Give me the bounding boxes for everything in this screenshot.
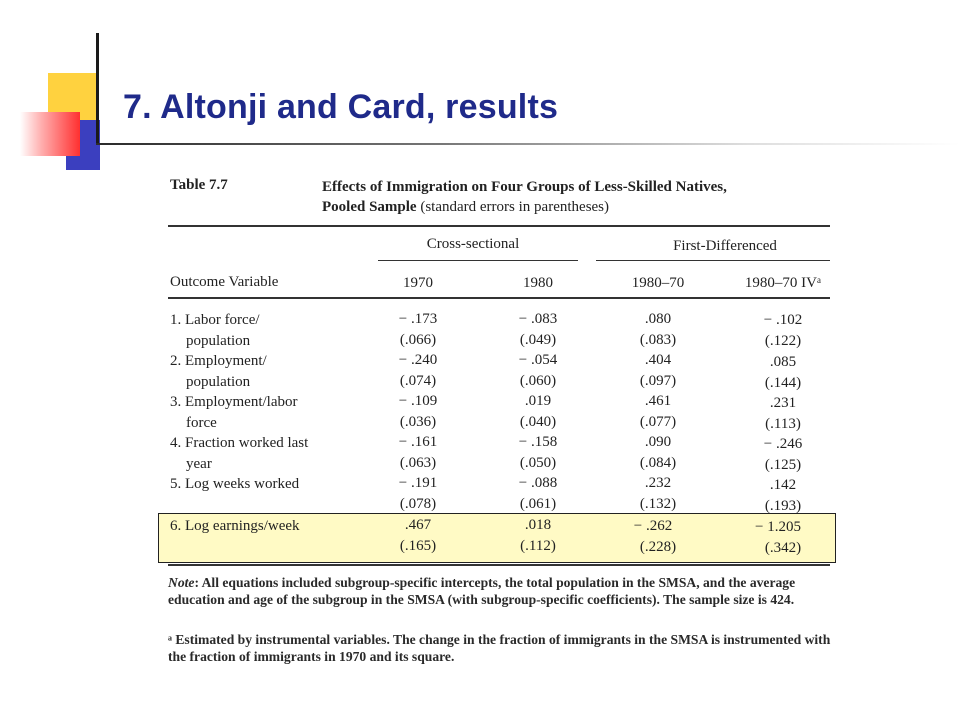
cell-estimate: − .161 bbox=[398, 434, 438, 450]
cell-estimate: − .083 bbox=[518, 311, 558, 327]
cell-estimate: .019 bbox=[524, 393, 552, 409]
cell-se: (.084) bbox=[639, 455, 677, 471]
row-label: 5. Log weeks worked bbox=[170, 476, 300, 492]
cell-estimate: − .109 bbox=[398, 393, 438, 409]
cell-estimate: .404 bbox=[644, 352, 672, 368]
table-id: Table 7.7 bbox=[170, 177, 228, 193]
cell-se: (.132) bbox=[639, 496, 677, 512]
cell-estimate: − 1.205 bbox=[755, 519, 801, 535]
cell-se: (.097) bbox=[639, 373, 677, 389]
row-label-cont: year bbox=[186, 456, 212, 472]
group-header-first-differenced: First-Differenced bbox=[673, 238, 777, 254]
column-header-1980-70: 1980–70 bbox=[631, 275, 685, 291]
cell-se: (.112) bbox=[520, 538, 556, 554]
cell-se: (.144) bbox=[764, 375, 802, 391]
cell-se: (.063) bbox=[399, 455, 437, 471]
table-title-line1: Effects of Immigration on Four Groups of Less-Skilled Natives, bbox=[322, 179, 727, 195]
cell-estimate: − .158 bbox=[518, 434, 558, 450]
cell-estimate: .142 bbox=[769, 477, 797, 493]
cell-estimate: − .054 bbox=[518, 352, 558, 368]
row-label-cont: population bbox=[186, 333, 251, 349]
table-title-line2: Pooled Sample (standard errors in parentheses) bbox=[322, 199, 610, 215]
cell-se: (.193) bbox=[764, 498, 802, 514]
cell-estimate: − .191 bbox=[398, 475, 438, 491]
cell-se: (.078) bbox=[399, 496, 437, 512]
cell-estimate: .467 bbox=[404, 517, 432, 533]
outcome-variable-header: Outcome Variable bbox=[170, 274, 279, 290]
row-label: 2. Employment/ bbox=[170, 353, 267, 369]
table-note: Note: All equations included subgroup-specific intercepts, the total population in the SMSA, and the average education and age of the subgroup in the SMSA (with subgroup-specific coefficients). The sample size is 424. bbox=[168, 575, 796, 607]
row-label-cont: force bbox=[186, 415, 217, 431]
row-label: 4. Fraction worked last bbox=[170, 435, 309, 451]
table-footnote: ᵃ Estimated by instrumental variables. The change in the fraction of immigrants in the SMSA is instrumented with the fraction of immigrants in 1970 and its square. bbox=[168, 632, 831, 664]
group-rule-cross-sectional bbox=[378, 260, 578, 261]
group-header-cross-sectional: Cross-sectional bbox=[426, 236, 520, 252]
cell-estimate: .085 bbox=[769, 354, 797, 370]
group-rule-first-differenced bbox=[596, 260, 830, 261]
logo-square-red bbox=[20, 112, 80, 156]
table-title bbox=[322, 177, 832, 217]
cell-se: (.077) bbox=[639, 414, 677, 430]
cell-se: (.049) bbox=[519, 332, 557, 348]
slide-title: 7. Altonji and Card, results bbox=[123, 88, 559, 126]
cell-se: (.050) bbox=[519, 455, 557, 471]
cell-estimate: .232 bbox=[644, 475, 672, 491]
table-bottom-rule bbox=[168, 564, 830, 566]
cell-se: (.074) bbox=[399, 373, 437, 389]
table-header-rule bbox=[168, 297, 830, 299]
cell-estimate: .090 bbox=[644, 434, 672, 450]
cell-estimate: − .246 bbox=[763, 436, 803, 452]
table-top-rule bbox=[168, 225, 830, 227]
cell-se: (.036) bbox=[399, 414, 437, 430]
cell-estimate: − .088 bbox=[518, 475, 558, 491]
row-label-cont: population bbox=[186, 374, 251, 390]
cell-se: (.066) bbox=[399, 332, 437, 348]
cell-se: (.122) bbox=[764, 333, 802, 349]
cell-se: (.040) bbox=[519, 414, 557, 430]
cell-estimate: .231 bbox=[769, 395, 797, 411]
row-label-highlighted: 6. Log earnings/week bbox=[170, 518, 300, 534]
cell-se: (.125) bbox=[764, 457, 802, 473]
title-horizontal-rule bbox=[96, 143, 960, 145]
cell-estimate: − .240 bbox=[398, 352, 438, 368]
row-label: 3. Employment/labor bbox=[170, 394, 298, 410]
cell-se: (.061) bbox=[519, 496, 557, 512]
cell-estimate: − .262 bbox=[633, 518, 673, 534]
title-vertical-rule bbox=[96, 33, 99, 143]
cell-estimate: − .173 bbox=[398, 311, 438, 327]
cell-estimate: .018 bbox=[524, 517, 552, 533]
cell-se: (.228) bbox=[639, 539, 677, 555]
cell-se: (.060) bbox=[519, 373, 557, 389]
column-header-1980: 1980 bbox=[523, 275, 553, 291]
cell-se: (.113) bbox=[765, 416, 801, 432]
cell-se: (.342) bbox=[764, 540, 802, 556]
cell-estimate: .080 bbox=[644, 311, 672, 327]
cell-estimate: .461 bbox=[644, 393, 672, 409]
cell-estimate: − .102 bbox=[763, 312, 803, 328]
column-header-1980-70-iv: 1980–70 IVᵃ bbox=[744, 275, 822, 291]
row-label: 1. Labor force/ bbox=[170, 312, 260, 328]
cell-se: (.083) bbox=[639, 332, 677, 348]
cell-se: (.165) bbox=[399, 538, 437, 554]
column-header-1970: 1970 bbox=[403, 275, 433, 291]
